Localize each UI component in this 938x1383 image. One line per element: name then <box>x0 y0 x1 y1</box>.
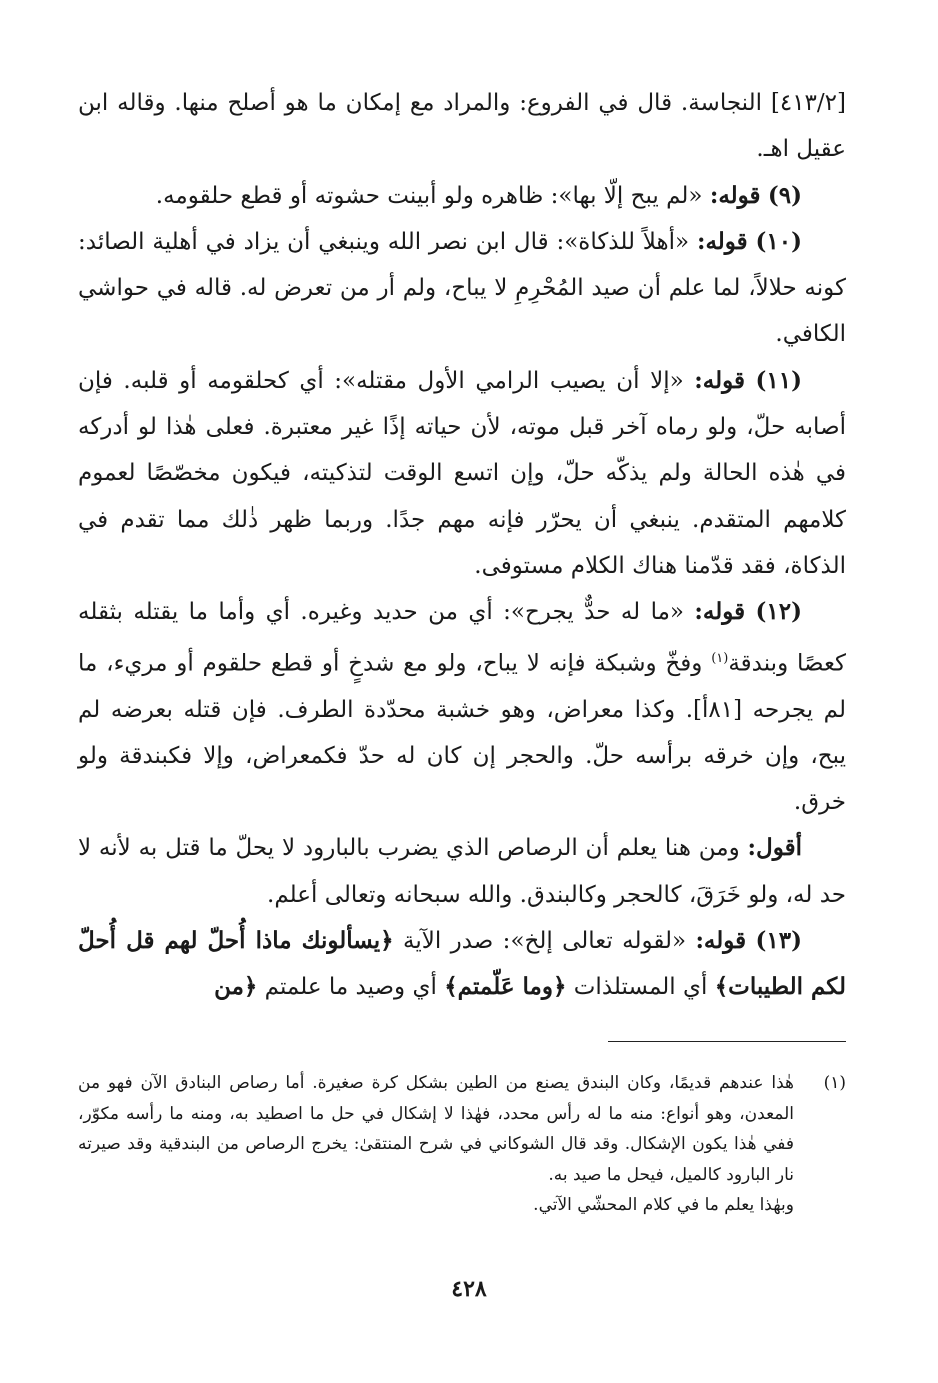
paragraph-12: (١٢) قوله: «ما له حدٌّ يجرح»: أي من حديد وغيره. أي وأما ما يقتله بثقله كعصًا وبندقة$^{(١)}$ وفخّ وشبكة فإنه لا يباح، ولو مع شدخٍ أو قطع حلقوم أو مريء، ما لم يجرحه [٨١أ]. وكذا معراض، وهو خشبة محدّدة الطرف. فإن قتله بعرضه لم يبح، وإن خرقه برأسه حلّ. والحجر إن كان له حدّ فكمعراض، وإلا فكبندقة ولو خرق. <box>78 598 846 816</box>
note-number: (١٣) <box>755 927 803 954</box>
quoted-text: «لقوله تعالى إلخ» <box>510 928 687 954</box>
paragraph-13: (١٣) قوله: «لقوله تعالى إلخ»: صدر الآية ﴿يسألونك ماذا أُحلّ لهم قل أُحلّ لكم الطيبات﴾ أي المستلذات ﴿وما عَلّمتم﴾ أي وصيد ما علمتم ﴿من <box>78 927 846 1001</box>
footnote-separator <box>608 1041 846 1042</box>
footnote-number: (١) <box>823 1073 846 1093</box>
quran-verse: ﴿وما عَلّمتم﴾ <box>444 973 567 1001</box>
quoted-text: «لم يبح إلّا بها» <box>558 182 703 209</box>
footnote-body: هٰذا عندهم قديمًا، وكان البندق يصنع من الطين بشكل كرة صغيرة. أما رصاص البنادق الآن فهو من المعدن، وهو أنواع: منه ما له رأس محدد، فهٰذا لا إشكال في حل ما اصطيد به، ومنه ما رأسه مكوّر، ففي هٰذا يكون الإشكال. وقد قال الشوكاني في شرح المنتقىٰ: يخرج الرصاص من البندقية وقد صيرته نار البارود كالميل، فيحل ما صيد به. وبهٰذا يعلم ما في كلام المحشّي الآتي. <box>78 1073 794 1216</box>
paragraph-1: [٤١٣/٢] النجاسة. قال في الفروع: والمراد مع إمكان ما هو أصلح منها. وقاله ابن عقيل اهـ. <box>78 90 846 163</box>
volume-page-ref: [٤١٣/٢] <box>770 90 846 116</box>
quoted-text: «إلا أن يصيب الرامي الأول مقتله» <box>342 367 684 394</box>
quran-verse: ﴿من <box>214 973 258 1001</box>
note-number: (١٢) <box>755 598 802 626</box>
main-text <box>78 80 846 1011</box>
paragraph-9: (٩) قوله: «لم يبح إلّا بها»: ظاهره ولو أبينت حشوته أو قطع حلقومه. <box>155 181 802 209</box>
paragraph-10: (١٠) قوله: «أهلاً للذكاة»: قال ابن نصر الله وينبغي أن يزاد في أهلية الصائد: كونه حلالاً، لما علم أن صيد المُحْرِمِ لا يباح، ولم أر من تعرض له. قاله في حواشي الكافي. <box>78 227 846 348</box>
footnote <box>78 1068 846 1221</box>
aqul-label: أقول: <box>747 834 802 862</box>
note-number: (٩) <box>767 181 802 209</box>
paragraph-11: (١١) قوله: «إلا أن يصيب الرامي الأول مقتله»: أي كحلقومه أو قلبه. فإن أصابه حلّ، ولو رماه آخر قبل موته، لأن حياته إذًا غير معتبرة. فعلى هٰذا لو أدركه في هٰذه الحالة ولم يذكّه حلّ، وإن اتسع الوقت لتذكيته، فيكون مخصّصًا لعموم كلامهم المتقدم. ينبغي أن يحرّر فإنه مهم جدًا. وربما ظهر ذٰلك مما تقدم في الذكاة، فقد قدّمنا هناك الكلام مستوفى. <box>78 366 846 579</box>
quoted-text: «ما له حدٌّ يجرح» <box>510 599 684 626</box>
note-number: (١٠) <box>755 227 802 255</box>
page-number: ٤٢٨ <box>451 1276 487 1302</box>
note-number: (١١) <box>755 366 803 394</box>
quran-verse: ﴿يسألونك ماذا أُحلّ لهم قل أُحلّ لكم الطيبات﴾ <box>78 927 846 1001</box>
footnote-reference[interactable]: (١) <box>711 650 729 666</box>
paragraph-aqul: أقول: ومن هنا يعلم أن الرصاص الذي يضرب بالبارود لا يحلّ ما قتل به لأنه لا حد له، ولو خَرَقَ، كالحجر وكالبندق. والله سبحانه وتعالى أعلم. <box>78 834 846 908</box>
quoted-text: «أهلاً للذكاة» <box>564 228 690 255</box>
